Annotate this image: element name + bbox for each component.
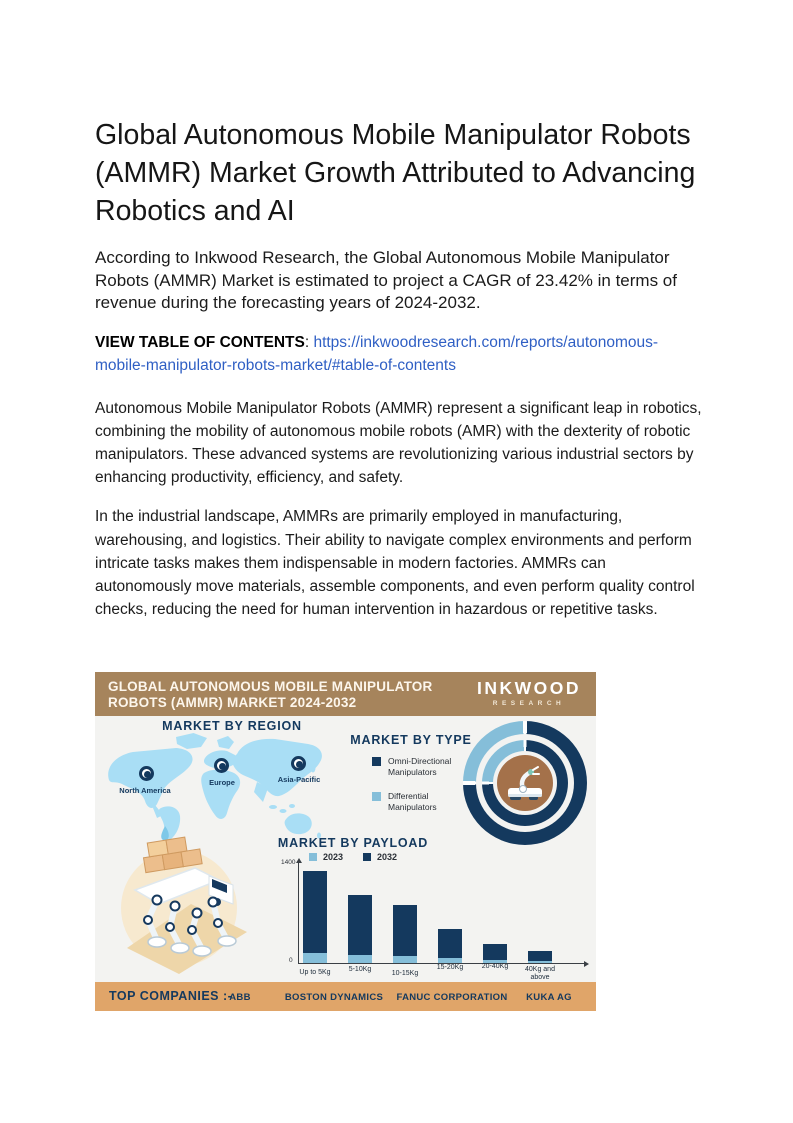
world-map	[101, 732, 333, 836]
legend-label: Omni-Directional Manipulators	[388, 756, 452, 777]
legend-item	[372, 756, 470, 778]
walking-robot-truck-icon	[113, 826, 253, 976]
company-boston-dynamics: BOSTON DYNAMICS	[284, 992, 384, 1003]
payload-bar-chart	[281, 859, 590, 981]
legend-swatch-2023	[309, 853, 317, 861]
y-axis-tick-1400: 1400	[281, 859, 296, 866]
x-axis-category-label: 15-20Kg	[436, 964, 464, 971]
region-label-north-america: North America	[119, 786, 171, 795]
bar-2023	[348, 955, 372, 963]
continent-asia	[232, 739, 322, 796]
southeast-asia-island	[269, 805, 277, 809]
location-pin-icon	[291, 756, 306, 771]
toc-line	[95, 331, 702, 377]
legend-item	[372, 791, 470, 813]
legend-label-2032: 2032	[377, 852, 398, 862]
infographic-title-line2: ROBOTS (AMMR) MARKET 2024-2032	[108, 694, 357, 710]
market-infographic	[95, 672, 596, 1011]
continent-greenland	[176, 733, 207, 749]
scandinavia	[217, 736, 234, 749]
toc-separator: :	[304, 333, 314, 351]
x-axis-category-label: 5-10Kg	[348, 966, 372, 973]
page-title: Global Autonomous Mobile Manipulator Robots (AMMR) Market Growth Attributed to Advancing Robotics and AI	[95, 119, 696, 227]
x-axis-category-label: Up to 5Kg	[299, 969, 331, 976]
market-by-region-heading: MARKET BY REGION	[162, 719, 302, 733]
bar-2032	[528, 951, 552, 963]
bar-2023	[303, 953, 327, 963]
toc-link[interactable]: https://inkwoodresearch.com/reports/autonomous-mobile-manipulator-robots-market/#table-of-contents	[95, 333, 659, 374]
payload-bar-col	[481, 862, 509, 970]
y-axis	[298, 862, 299, 963]
payload-bar-col	[436, 862, 464, 971]
robot-arm-icon	[503, 761, 547, 805]
donut-center-robot-illustration	[497, 755, 553, 811]
market-by-type-legend	[372, 756, 470, 826]
body-paragraph-2: In the industrial landscape, AMMRs are primarily employed in manufacturing, warehousing, and logistics. Their ability to navigate complex environments and perform intricate tasks makes them indispensable in modern factories. AMMRs can autonomously move materials, assemble components, and even perform quality control checks, reducing the need for human intervention in hazardous or repetitive tasks.	[95, 508, 695, 619]
bar-2032	[483, 944, 507, 963]
legend-swatch-lightblue	[372, 792, 381, 801]
continent-africa	[201, 770, 240, 819]
infographic-header	[95, 672, 596, 716]
toc-label: VIEW TABLE OF CONTENTS	[95, 333, 305, 351]
region-label-asia-pacific: Asia-Pacific	[277, 775, 321, 784]
bar-2032	[303, 871, 327, 963]
y-axis-tick-0: 0	[289, 957, 293, 964]
x-axis-arrow	[584, 961, 589, 967]
bar-2032	[348, 895, 372, 963]
bar-2023	[438, 958, 462, 963]
payload-bar-col	[348, 862, 372, 973]
inkwood-logo-subtitle: RESEARCH	[492, 700, 566, 707]
legend-label: Differential Manipulators	[388, 791, 437, 812]
bar-2023	[393, 956, 417, 963]
y-axis-arrow	[296, 858, 302, 863]
market-type-donut-chart	[463, 721, 587, 845]
top-companies-heading: TOP COMPANIES :-	[109, 989, 233, 1003]
legend-swatch-navy	[372, 757, 381, 766]
inkwood-logo	[470, 678, 588, 707]
payload-bars	[299, 862, 583, 981]
company-kuka: KUKA AG	[526, 992, 572, 1003]
bar-2023	[528, 961, 552, 963]
bar-2032	[393, 905, 417, 963]
infographic-title	[108, 679, 460, 710]
x-axis-category-label: 10-15Kg	[391, 970, 419, 977]
robot-truck-illustration	[113, 826, 253, 976]
bar-2032	[438, 929, 462, 963]
body-paragraph-1: Autonomous Mobile Manipulator Robots (AMMR) represent a significant leap in robotics, combining the mobility of autonomous mobile robots (AMR) with the dexterity of robotic manipulators. These advanced systems are revolutionizing various industrial sectors by enhancing productivity, efficiency, and safety.	[95, 399, 702, 487]
company-abb: ABB	[229, 992, 251, 1003]
market-by-type-heading: MARKET BY TYPE	[350, 733, 472, 747]
x-axis-category-label: 20-40Kg	[481, 963, 509, 970]
southeast-asia-island	[280, 809, 287, 813]
southeast-asia-island	[289, 804, 295, 808]
top-companies-bar	[95, 982, 596, 1011]
location-pin-icon	[214, 758, 229, 773]
x-axis-category-label: 40Kg and above	[525, 966, 555, 981]
market-by-payload-heading: MARKET BY PAYLOAD	[277, 836, 429, 850]
infographic-body	[95, 716, 596, 982]
legend-label-2023: 2023	[322, 852, 343, 862]
legend-swatch-2032	[363, 853, 371, 861]
payload-bar-col	[391, 862, 419, 977]
payload-bar-col	[525, 862, 555, 981]
company-fanuc: FANUC CORPORATION	[396, 992, 508, 1003]
continent-australia	[285, 813, 312, 834]
infographic-title-line1: GLOBAL AUTONOMOUS MOBILE MANIPULATOR	[108, 679, 433, 694]
japan	[311, 764, 316, 773]
article-body	[95, 0, 702, 621]
payload-bar-col	[299, 862, 331, 976]
location-pin-icon	[139, 766, 154, 781]
inkwood-logo-wordmark: INKWOOD	[476, 678, 582, 698]
region-label-europe: Europe	[209, 778, 235, 787]
intro-paragraph: According to Inkwood Research, the Global Autonomous Mobile Manipulator Robots (AMMR) Market is estimated to project a CAGR of 23.42% in terms of revenue during the forecasting years of 2024-2032.	[95, 248, 677, 312]
